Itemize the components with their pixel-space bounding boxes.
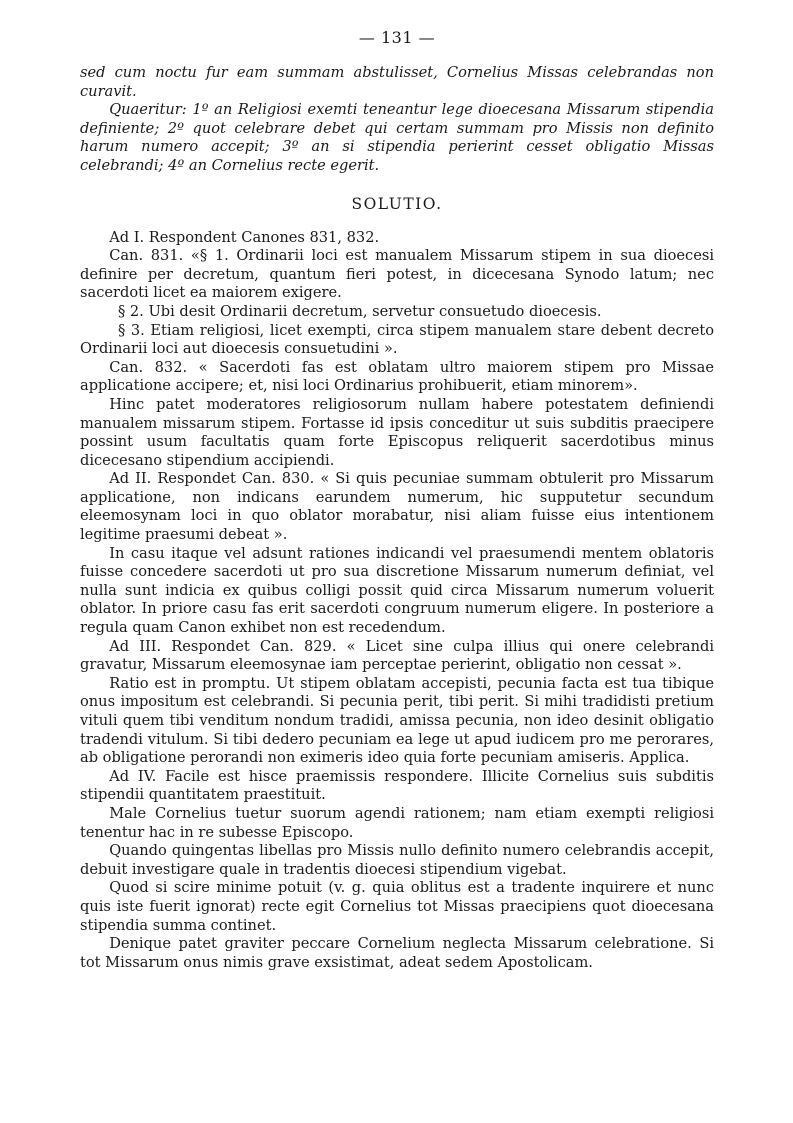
section-heading-solutio: SOLUTIO. <box>351 194 443 213</box>
body-paragraph: Male Cornelius tuetur suorum agendi rationem; nam etiam exempti religiosi tenentur hac in re subesse Episcopo. <box>80 804 714 841</box>
body-paragraph: Can. 832. « Sacerdoti fas est oblatam ultro maiorem stipem pro Missae applicatione accipere; et, nisi loci Ordinarius prohibuerit, etiam minorem». <box>80 358 714 395</box>
body-paragraph: Can. 831. «§ 1. Ordinarii loci est manualem Missarum stipem in sua dioecesi definire per decretum, quantum fieri potest, in dicecesana Synodo latum; nec sacerdoti licet ea maiorem exigere. <box>80 247 714 302</box>
document-page <box>80 26 714 972</box>
body-paragraph: Quod si scire minime potuit (v. g. quia oblitus est a tradente inquirere et nunc quis iste fuerit ignorat) recte egit Cornelius tot Missas praecipiens quot dioecesana stipendia summa continet. <box>80 879 714 934</box>
body-paragraph: Denique patet graviter peccare Cornelium neglecta Missarum celebratione. Si tot Missarum onus nimis grave exsistimat, adeat sedem Apostolicam. <box>80 935 714 971</box>
body-paragraph: In casu itaque vel adsunt rationes indicandi vel praesumendi mentem oblatoris fuisse concedere sacerdoti ut pro sua discretione Missarum numerum definiat, vel nulla sunt indicia ex quibus colligi possit quid circa Missarum numerum voluerit oblator. In priore casu fas erit sacerdoti congruum numerum eligere. In posteriore a regula quam Canon exhibet non est recedendum. <box>80 544 714 637</box>
intro-paragraph-1: sed cum noctu fur eam summam abstulisset, Cornelius Missas celebrandas non curavit. <box>80 64 714 100</box>
body-paragraph: Ad III. Respondet Can. 829. « Licet sine culpa illius qui onere celebrandi gravatur, Missarum eleemosynae iam perceptae perierint, obligatio non cessat ». <box>80 637 714 674</box>
body-paragraph: Ad I. Respondent Canones 831, 832. <box>109 228 380 246</box>
body-paragraph: Ad IV. Facile est hisce praemissis respondere. Illicite Cornelius suis subditis stipendii quantitatem praestituit. <box>80 767 714 804</box>
page-number: — 131 — <box>358 28 436 47</box>
body-paragraph: § 3. Etiam religiosi, licet exempti, circa stipem manualem stare debent decreto Ordinarii loci aut dioecesis consuetudini ». <box>80 321 714 358</box>
body-paragraph: Ratio est in promptu. Ut stipem oblatam accepisti, pecunia facta est tua tibique onus impositum est celebrandi. Si pecunia perit, tibi perit. Si mihi tradidisti pretium vituli quem tibi venditum nondum tradidi, amissa pecunia, non ideo desinit obligatio tradendi vitulum. Si tibi dedero pecuniam ea lege ut apud iudicem pro me perorares, ab obligatione perorandi non eximeris ideo quia forte pecuniam amiseris. Applica. <box>80 674 714 767</box>
body-paragraph: Hinc patet moderatores religiosorum nullam habere potestatem definiendi manualem missarum stipem. Fortasse id ipsis conceditur ut suis subditis praecipere possint usum facultatis quam forte Episcopus reliquerit sacerdotibus minus dicecesano stipendium accipiendi. <box>80 395 714 469</box>
body-paragraph: Ad II. Respondet Can. 830. « Si quis pecuniae summam obtulerit pro Missarum applicatione, non indicans earundem numerum, hic supputetur secundum eleemosynam loci in quo oblator morabatur, nisi aliam fuisse eius intentionem legitime praesumi debeat ». <box>80 470 714 544</box>
body-paragraph: Quando quingentas libellas pro Missis nullo definito numero celebrandis accepit, debuit investigare quale in tradentis dioecesi stipendium vigebat. <box>80 842 714 878</box>
intro-paragraph-quaeritur: Quaeritur: 1º an Religiosi exemti teneantur lege dioecesana Missarum stipendia definiente; 2º quot celebrare debet qui certam summam pro Missis non definito harum numero accepit; 3º an si stipendia perierint cesset obligatio Missas celebrandi; 4º an Cornelius recte egerit. <box>80 101 714 174</box>
body-paragraph: § 2. Ubi desit Ordinarii decretum, servetur consuetudo dioecesis. <box>117 302 602 320</box>
